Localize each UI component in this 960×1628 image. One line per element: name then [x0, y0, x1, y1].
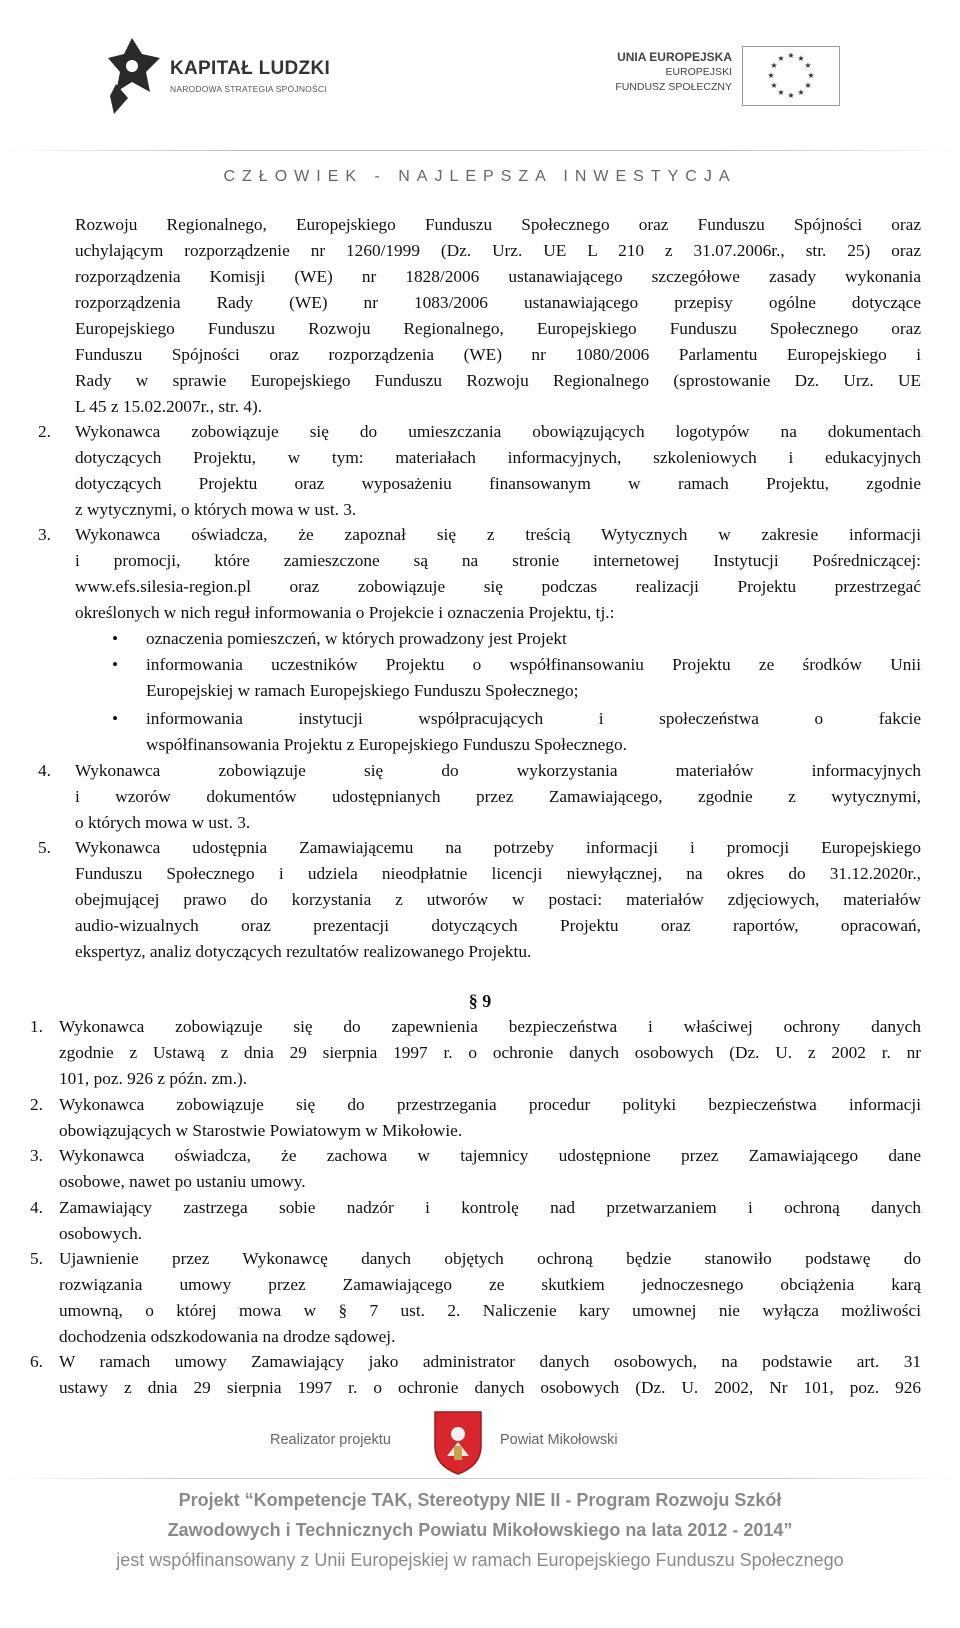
- list-item-line: Wykonawca oświadcza, że zapoznał się z treścią Wytycznych w zakresie informacji: [75, 525, 921, 544]
- list-item-line: dotyczących Projektu oraz wyposażeniu finansowanym w ramach Projektu, zgodnie: [75, 474, 921, 493]
- project-line-3: jest współfinansowany z Unii Europejskiej w ramach Europejskiego Funduszu Społecznego: [116, 1550, 844, 1570]
- list-item-line: określonych w nich reguł informowania o Projekcie i oznaczenia Projektu, tj.:: [75, 603, 615, 622]
- kapital-ludzki-subtitle: NARODOWA STRATEGIA SPÓJNOŚCI: [170, 84, 327, 94]
- list-number: 1.: [30, 1017, 43, 1036]
- paragraph-line: Rady w sprawie Europejskiego Funduszu Rozwoju Regionalnego (sprostowanie Dz. Urz. UE: [75, 371, 921, 390]
- section-title: § 9: [468, 991, 492, 1011]
- header-tagline: CZŁOWIEK - NAJLEPSZA INWESTYCJA: [223, 168, 737, 185]
- kapital-ludzki-logo: [108, 36, 348, 116]
- eu-logo: [604, 46, 840, 106]
- list-number: 3.: [30, 1146, 43, 1165]
- realizator-label: Realizator projektu: [270, 1432, 391, 1448]
- list-item-line: i promocji, które zamieszczone są na stronie internetowej Instytucji Pośredniczącej:: [75, 551, 921, 570]
- list-number: 3.: [38, 525, 51, 544]
- list-item-line: z wytycznymi, o których mowa w ust. 3.: [75, 500, 357, 519]
- list-number: 4.: [30, 1198, 43, 1217]
- list-item-line: www.efs.silesia-region.pl oraz zobowiązuje się podczas realizacji Projektu przestrzegać: [75, 577, 921, 596]
- svg-text:★: ★: [770, 61, 778, 70]
- list-number: 5.: [30, 1249, 43, 1268]
- bullet-marker: •: [112, 629, 119, 648]
- powiat-label: Powiat Mikołowski: [500, 1432, 618, 1448]
- list-item-line: Wykonawca oświadcza, że zachowa w tajemnicy udostępnione przez Zamawiającego dane: [59, 1146, 921, 1165]
- paragraph-line: rozporządzenia Rady (WE) nr 1083/2006 ustanawiającego przepisy ogólne dotyczące: [75, 293, 921, 312]
- page-header: [0, 0, 960, 200]
- svg-text:★: ★: [770, 81, 778, 90]
- list-item-line: W ramach umowy Zamawiający jako administrator danych osobowych, na podstawie art. 31: [59, 1352, 921, 1371]
- eu-logo-line1: UNIA EUROPEJSKA: [617, 50, 732, 64]
- list-item-line: Funduszu Społecznego i udziela nieodpłatnie licencji niewyłącznej, na okres do 31.12.2020r.,: [75, 864, 921, 883]
- eu-logo-line3: FUNDUSZ SPOŁECZNY: [615, 81, 732, 93]
- list-item-line: dochodzenia odszkodowania na drodze sądowej.: [59, 1327, 396, 1346]
- paragraph-line: Rozwoju Regionalnego, Europejskiego Funduszu Społecznego oraz Funduszu Spójności oraz: [75, 215, 921, 234]
- list-number: 5.: [38, 838, 51, 857]
- powiat-crest-icon: [433, 1410, 483, 1476]
- project-line-2: Zawodowych i Technicznych Powiatu Mikołowskiego na lata 2012 - 2014”: [167, 1520, 793, 1540]
- list-item-line: zgodnie z Ustawą z dnia 29 sierpnia 1997 r. o ochronie danych osobowych (Dz. U. z 2002 r. nr: [59, 1043, 921, 1062]
- list-item-line: Wykonawca zobowiązuje się do zapewnienia bezpieczeństwa i właściwej ochrony danych: [59, 1017, 921, 1036]
- list-number: 6.: [30, 1352, 43, 1371]
- list-item-line: Wykonawca zobowiązuje się do przestrzegania procedur polityki bezpieczeństwa informacji: [59, 1095, 921, 1114]
- list-item-line: umowną, o której mowa w § 7 ust. 2. Naliczenie kary umownej nie wyłącza możliwości: [59, 1301, 921, 1320]
- eu-flag-icon: [742, 46, 840, 106]
- svg-text:★: ★: [777, 88, 785, 97]
- list-item-line: dotyczących Projektu, w tym: materiałach informacyjnych, szkoleniowych i edukacyjnych: [75, 448, 921, 467]
- list-number: 2.: [30, 1095, 43, 1114]
- bullet-line: oznaczenia pomieszczeń, w których prowadzony jest Projekt: [146, 629, 567, 648]
- list-item-line: obowiązujących w Starostwie Powiatowym w Mikołowie.: [59, 1121, 463, 1140]
- svg-text:★: ★: [767, 71, 775, 80]
- eu-logo-text: [615, 50, 732, 95]
- svg-text:★: ★: [797, 88, 805, 97]
- list-item-line: Wykonawca zobowiązuje się do umieszczania obowiązujących logotypów na dokumentach: [75, 422, 921, 441]
- svg-text:★: ★: [787, 51, 795, 60]
- list-item-line: i wzorów dokumentów udostępnianych przez Zamawiającego, zgodnie z wytycznymi,: [75, 787, 921, 806]
- bullet-line: informowania instytucji współpracujących i społeczeństwa o fakcie: [146, 709, 921, 728]
- list-item-line: ekspertyz, analiz dotyczących rezultatów realizowanego Projektu.: [75, 942, 532, 961]
- kapital-ludzki-title: KAPITAŁ LUDZKI: [170, 58, 331, 79]
- svg-text:★: ★: [787, 91, 795, 100]
- svg-text:★: ★: [804, 81, 812, 90]
- svg-text:★: ★: [777, 54, 785, 63]
- paragraph-line: Funduszu Spójności oraz rozporządzenia (WE) nr 1080/2006 Parlamentu Europejskiego i: [75, 345, 921, 364]
- svg-text:★: ★: [804, 61, 812, 70]
- bullet-marker: •: [112, 709, 119, 728]
- page-footer: [0, 1410, 960, 1628]
- list-number: 4.: [38, 761, 51, 780]
- list-item-line: 101, poz. 926 z późn. zm.).: [59, 1069, 248, 1088]
- project-line-1: Projekt “Kompetencje TAK, Stereotypy NIE II - Program Rozwoju Szkół: [178, 1490, 782, 1510]
- paragraph-line: uchylającym rozporządzenie nr 1260/1999 (Dz. Urz. UE L 210 z 31.07.2006r., str. 25) oraz: [75, 241, 921, 260]
- list-item-line: osobowych.: [59, 1224, 143, 1243]
- svg-text:★: ★: [807, 71, 815, 80]
- kapital-ludzki-star-icon: [108, 36, 160, 116]
- paragraph-line: rozporządzenia Komisji (WE) nr 1828/2006 ustanawiającego szczegółowe zasady wykonania: [75, 267, 921, 286]
- list-item-line: obejmującej prawo do korzystania z utworów w postaci: materiałów zdjęciowych, materiałów: [75, 890, 921, 909]
- bullet-line: informowania uczestników Projektu o współfinansowaniu Projektu ze środków Unii: [146, 655, 921, 674]
- paragraph-line: L 45 z 15.02.2007r., str. 4).: [75, 397, 263, 416]
- list-item-line: Wykonawca udostępnia Zamawiającemu na potrzeby informacji i promocji Europejskiego: [75, 838, 921, 857]
- header-divider: [0, 150, 960, 151]
- list-item-line: rozwiązania umowy przez Zamawiającego ze skutkiem jednoczesnego obciążenia karą: [59, 1275, 921, 1294]
- bullet-line: współfinansowania Projektu z Europejskiego Funduszu Społecznego.: [146, 735, 627, 754]
- svg-text:★: ★: [797, 54, 805, 63]
- bullet-line: Europejskiej w ramach Europejskiego Funduszu Społecznego;: [146, 681, 579, 700]
- bullet-marker: •: [112, 655, 119, 674]
- footer-divider: [0, 1478, 960, 1479]
- list-item-line: o których mowa w ust. 3.: [75, 813, 251, 832]
- paragraph-line: Europejskiego Funduszu Rozwoju Regionalnego, Europejskiego Funduszu Społecznego oraz: [75, 319, 921, 338]
- list-item-line: audio-wizualnych oraz prezentacji dotyczących Projektu oraz raportów, opracowań,: [75, 916, 921, 935]
- list-item-line: Zamawiający zastrzega sobie nadzór i kontrolę nad przetwarzaniem i ochroną danych: [59, 1198, 921, 1217]
- list-item-line: Wykonawca zobowiązuje się do wykorzystania materiałów informacyjnych: [75, 761, 921, 780]
- list-number: 2.: [38, 422, 51, 441]
- list-item-line: ustawy z dnia 29 sierpnia 1997 r. o ochronie danych osobowych (Dz. U. 2002, Nr 101, poz. 926: [59, 1378, 921, 1397]
- list-item-line: Ujawnienie przez Wykonawcę danych objętych ochroną będzie stanowiło podstawę do: [59, 1249, 921, 1268]
- eu-logo-line2: EUROPEJSKI: [665, 66, 732, 78]
- list-item-line: osobowe, nawet po ustaniu umowy.: [59, 1172, 306, 1191]
